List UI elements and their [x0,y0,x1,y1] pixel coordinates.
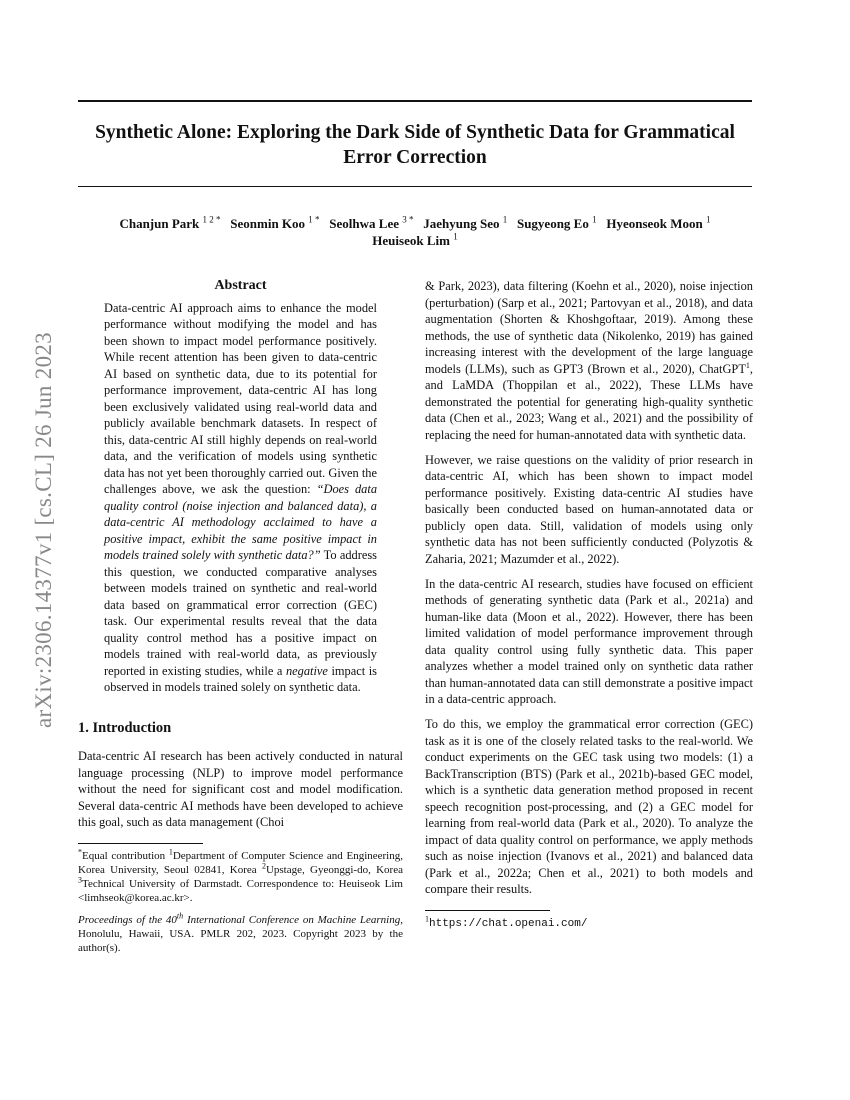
abstract-body: Data-centric AI approach aims to enhance the model performance without modifying the model and has been shown to impact model performance positively. While recent attention has been given to data-centric AI based on synthetic data, due to its potential for performance improvement, data-centric AI has long been exclusively validated using real-world data and publicly available benchmark datasets. In respect of this, data-centric AI still highly depends on real-world data, and the verification of models using synthetic data has not yet been thoroughly carried out. Given the challenges above, we ask the question: “Does data quality control (noise injection and balanced data), a data-centric AI methodology acclaimed to have a positive impact, exhibit the same positive impact in models trained solely with synthetic data?” To address this question, we conducted comparative analyses between models trained on synthetic and real-world data based on grammatical error correction (GEC) task. Our experimental results reveal that the data quality control method has a positive impact on models trained with real-world data, as previously reported in existing studies, while a negative impact is observed in models trained solely on synthetic data. [104,300,378,694]
abstract-heading: Abstract [214,278,267,293]
arxiv-identifier: arXiv:2306.14377v1 [cs.CL] 26 Jun 2023 [31,332,56,728]
author: Hyeonseok Moon $^1$ [606,214,711,231]
footnote-divider [78,843,203,844]
body-paragraph: & Park, 2023), data filtering (Koehn et al., 2020), noise injection (perturbation) (Sarp et al., 2021; Partovyan et al., 2018), and data augmentation (Shorten & Khoshgoftaar, 2019). Among these methods, the use of synthetic data (Nikolenko, 2019) has gained increasing interest with the development of the large language models (LLMs), such as GPT3 (Brown et al., 2020), ChatGPT$^1$, and LaMDA (Thoppilan et al., 2022), These LLMs have demonstrated the potential for generating high-quality synthetic data (Chen et al., 2023; Wang et al., 2021) and the possibility of replacing the need for human-annotated data with synthetic data. [425,279,753,442]
paper-title: Synthetic Alone: Exploring the Dark Side of Synthetic Data for Grammatical Error Correction [95,122,735,168]
right-column [425,278,753,939]
affiliation-footnote: *Equal contribution $^1$Department of Computer Science and Engineering, Korea University, Seoul 02841, Korea $^2$Upstage, Gyeonggi-do, Korea $^3$Technical University of Darmstadt. Correspondence to: Heuiseok Lim <limhseok@korea.ac.kr>. [78,846,403,904]
proceedings-note: Proceedings of the 40th International Conference on Machine Learning, Honolulu, Hawaii, USA. PMLR 202, 2023. Copyright 2023 by the author(s). [78,911,403,954]
chatgpt-url[interactable]: https://chat.openai.com/ [429,917,588,930]
author-list [78,215,752,249]
author: Seonmin Koo $^{1 *}$ [230,214,320,231]
author: Jaehyung Seo $^1$ [423,214,508,231]
url-footnote: $^1$https://chat.openai.com/ [425,913,588,930]
body-paragraph: In the data-centric AI research, studies have focused on efficient methods of generating synthetic data (Park et al., 2021a) and human-like data (Moon et al., 2022). However, there has been limited validation of model performance improvement through data quality control using fully synthetic data. This paper analyzes whether a model trained only on synthetic data rather than human-annotated data can still demonstrate a positive impact in a data-centric approach. [425,576,753,706]
intro-paragraph: Data-centric AI research has been actively conducted in natural language processing (NLP) to improve model performance without the need for significant cost and model modification. Several data-centric AI methods have been developed to achieve this goal, such as data management (Choi [78,749,403,829]
section-heading-introduction: 1. Introduction [78,719,172,736]
title-bottom-rule [78,186,752,187]
author: Chanjun Park $^{1 2 *}$ [119,214,221,231]
author: Heuiseok Lim $^1$ [372,231,458,248]
title-top-rule [78,100,752,102]
left-column [78,278,403,964]
author: Seolhwa Lee $^{3 *}$ [329,214,414,231]
body-paragraph: However, we raise questions on the validity of prior research in data-centric AI, which has been shown to impact model performance positively. Existing data-centric AI studies have basically been conducted based on human-annotated data or publicly open data. Still, validation of models using only synthetic data has not been sufficiently conducted (Polyzotis & Zaharia, 2021; Mazumder et al., 2022). [425,452,753,566]
footnote-divider [425,910,550,911]
research-question: “Does data quality control (noise injection and balanced data), a data-centric AI methodology acclaimed to have a positive impact, exhibit the same positive impact in models trained solely with synthetic data?” [104,482,378,562]
body-paragraph: To do this, we employ the grammatical error correction (GEC) task as it is one of the closely related tasks to the real-world. We conduct experiments on the GEC task using two models: (1) a BackTranscription (BTS) (Park et al., 2021b)-based GEC model, which is a synthetic data generation method proposed in recent speech recognition post-processing, and (2) a GEC model for learning from real-world data (Park et al., 2020). To analyze the impact of data quality control on performance, we apply methods such as noise injection (Ivanovs et al., 2021) and balanced data (Park et al., 2022a; Chen et al., 2021) to both models and compare their results. [425,717,753,896]
author: Sugyeong Eo $^1$ [516,214,597,231]
